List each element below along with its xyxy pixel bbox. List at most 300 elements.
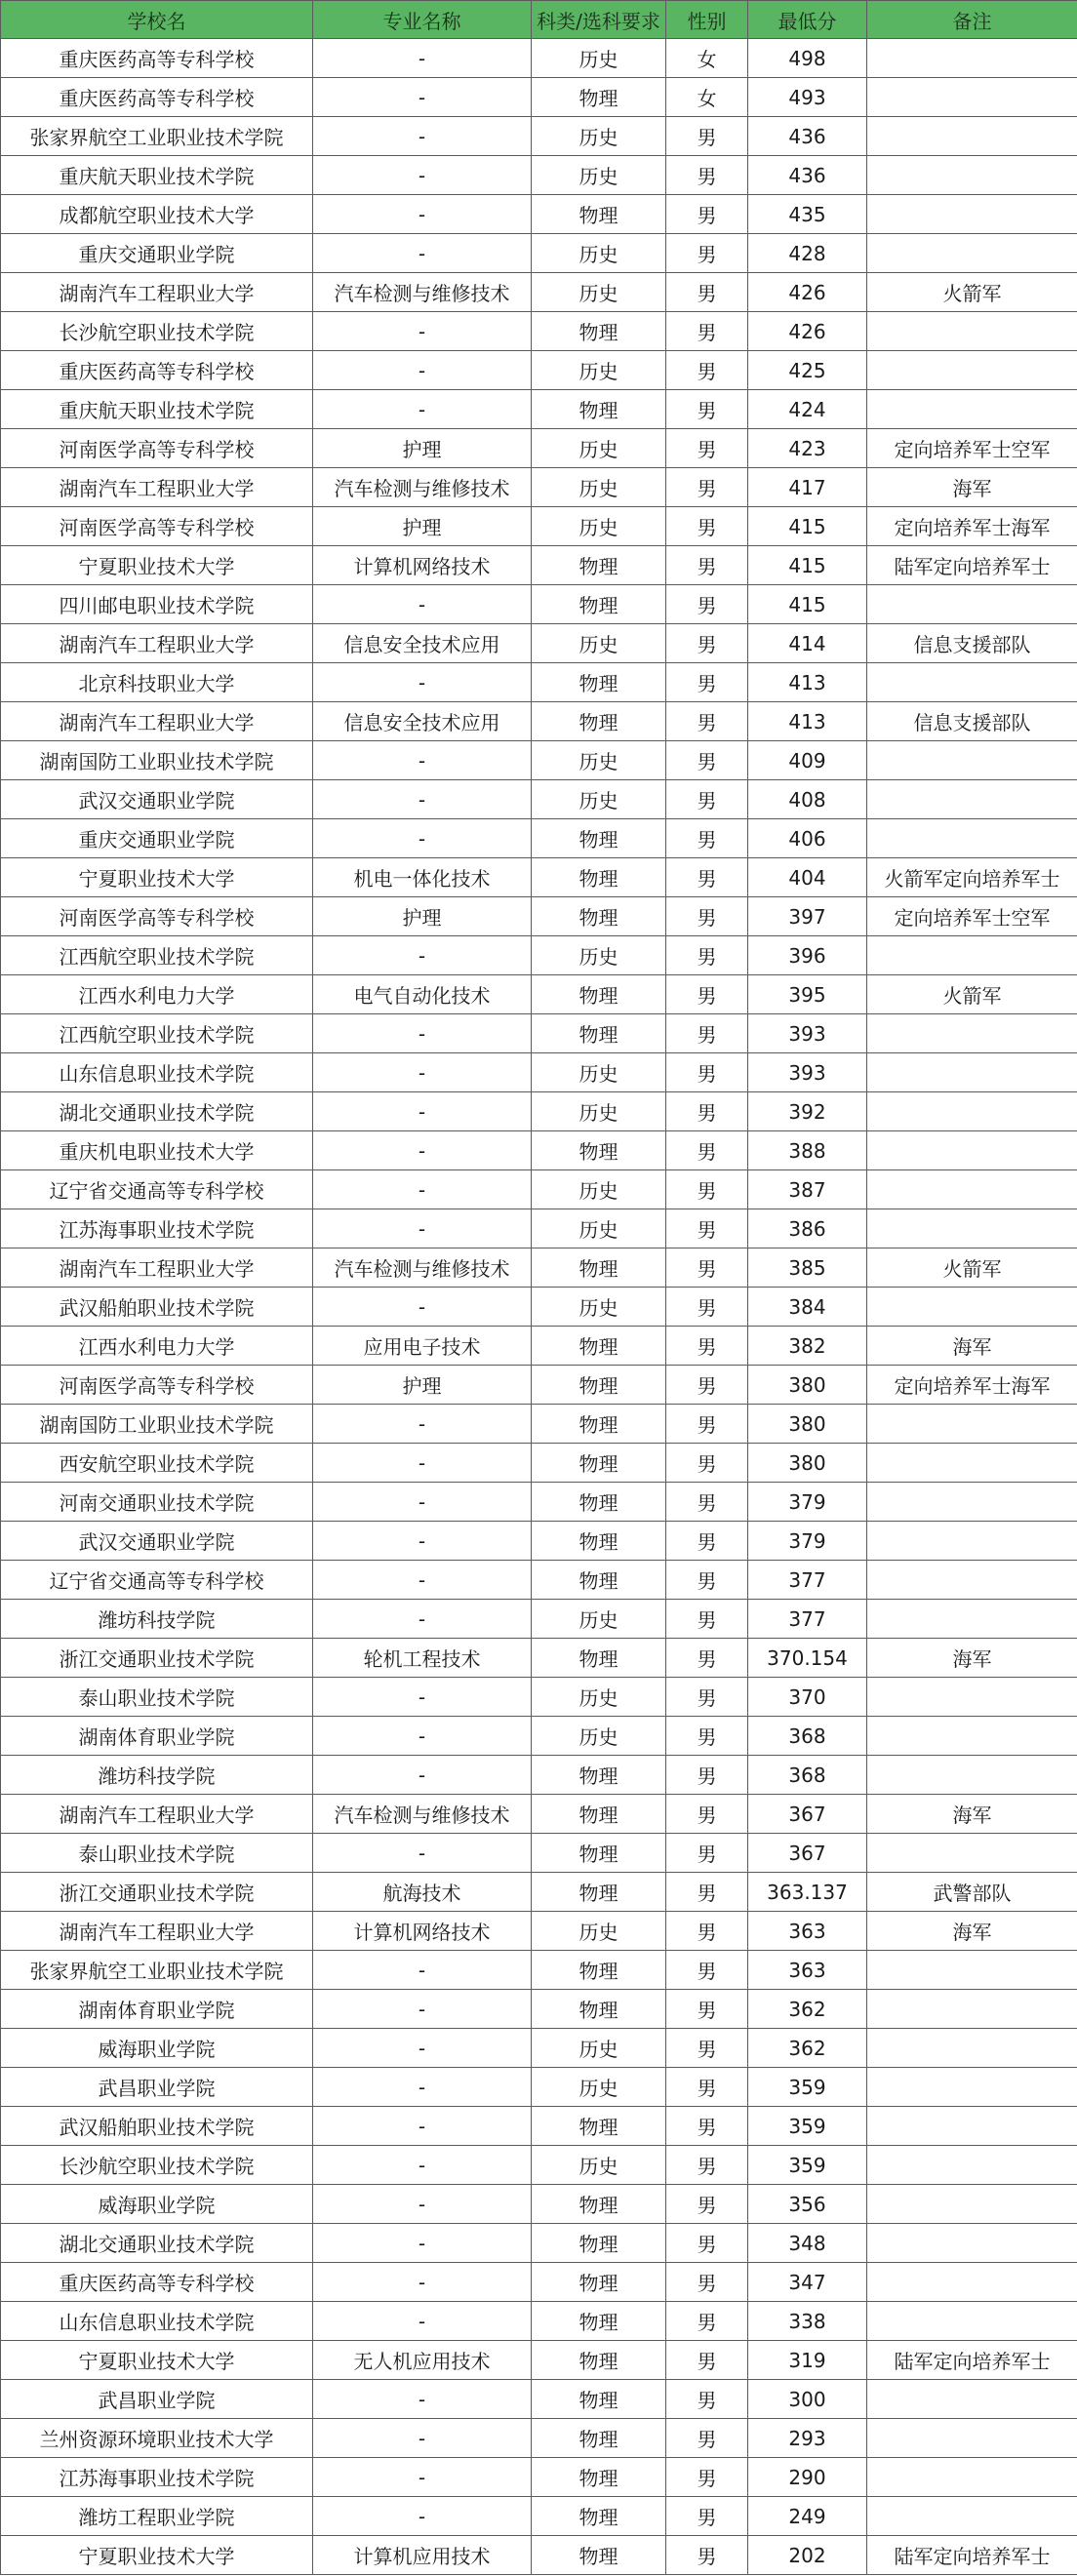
cell-min-score: 428 [748, 234, 867, 273]
cell-major: - [313, 78, 532, 117]
table-row [1, 1483, 1077, 1522]
table-row [1, 2458, 1077, 2497]
cell-min-score: 384 [748, 1288, 867, 1327]
cell-min-score: 413 [748, 663, 867, 702]
table-row [1, 1912, 1077, 1951]
cell-remark [867, 2107, 1077, 2146]
cell-min-score: 385 [748, 1248, 867, 1288]
cell-remark: 海军 [867, 1639, 1077, 1678]
table-row [1, 1248, 1077, 1288]
cell-min-score: 409 [748, 741, 867, 780]
cell-school: 湖南国防工业职业技术学院 [1, 1405, 313, 1444]
table-row [1, 2302, 1077, 2341]
cell-gender: 男 [666, 858, 748, 897]
cell-subject: 历史 [532, 1209, 666, 1248]
cell-subject: 物理 [532, 2341, 666, 2380]
cell-major: - [313, 1131, 532, 1170]
cell-remark [867, 234, 1077, 273]
cell-major: - [313, 312, 532, 351]
cell-school: 江西航空职业技术学院 [1, 936, 313, 975]
cell-remark [867, 2458, 1077, 2497]
cell-gender: 男 [666, 819, 748, 858]
cell-school: 张家界航空工业职业技术学院 [1, 117, 313, 156]
cell-major: 护理 [313, 507, 532, 546]
table-row [1, 1053, 1077, 1092]
cell-major: 汽车检测与维修技术 [313, 1248, 532, 1288]
cell-min-score: 290 [748, 2458, 867, 2497]
cell-school: 成都航空职业技术大学 [1, 195, 313, 234]
cell-school: 泰山职业技术学院 [1, 1678, 313, 1717]
cell-min-score: 404 [748, 858, 867, 897]
cell-min-score: 359 [748, 2068, 867, 2107]
cell-remark: 定向培养军士海军 [867, 1366, 1077, 1405]
table-row [1, 780, 1077, 819]
cell-school: 宁夏职业技术大学 [1, 2536, 313, 2575]
cell-subject: 历史 [532, 234, 666, 273]
table-row [1, 1209, 1077, 1248]
cell-remark [867, 936, 1077, 975]
cell-major: - [313, 1678, 532, 1717]
cell-school: 兰州资源环境职业技术大学 [1, 2419, 313, 2458]
cell-major: 护理 [313, 429, 532, 468]
cell-gender: 男 [666, 2536, 748, 2575]
cell-major: - [313, 2146, 532, 2185]
table-row [1, 312, 1077, 351]
cell-major: 应用电子技术 [313, 1327, 532, 1366]
cell-remark [867, 1990, 1077, 2029]
cell-gender: 男 [666, 1170, 748, 1209]
cell-min-score: 359 [748, 2107, 867, 2146]
cell-remark [867, 1951, 1077, 1990]
table-row [1, 1795, 1077, 1834]
cell-remark [867, 2146, 1077, 2185]
cell-subject: 物理 [532, 702, 666, 741]
cell-school: 湖南汽车工程职业大学 [1, 1912, 313, 1951]
cell-remark: 陆军定向培养军士 [867, 2341, 1077, 2380]
cell-school: 辽宁省交通高等专科学校 [1, 1170, 313, 1209]
table-row [1, 546, 1077, 585]
table-row [1, 1678, 1077, 1717]
cell-gender: 男 [666, 1522, 748, 1561]
cell-major: - [313, 1951, 532, 1990]
cell-remark [867, 2185, 1077, 2224]
cell-school: 湖南汽车工程职业大学 [1, 702, 313, 741]
table-row [1, 2185, 1077, 2224]
cell-school: 武汉船舶职业技术学院 [1, 1288, 313, 1327]
cell-school: 湖北交通职业技术学院 [1, 2224, 313, 2263]
cell-major: - [313, 1053, 532, 1092]
cell-gender: 男 [666, 2224, 748, 2263]
cell-remark [867, 1444, 1077, 1483]
cell-school: 江苏海事职业技术学院 [1, 1209, 313, 1248]
cell-remark [867, 1014, 1077, 1053]
cell-school: 湖南体育职业学院 [1, 1717, 313, 1756]
cell-subject: 物理 [532, 1561, 666, 1600]
cell-gender: 男 [666, 2185, 748, 2224]
cell-major: 护理 [313, 897, 532, 936]
cell-min-score: 363 [748, 1951, 867, 1990]
cell-remark [867, 1170, 1077, 1209]
cell-remark: 火箭军定向培养军士 [867, 858, 1077, 897]
cell-gender: 男 [666, 390, 748, 429]
cell-school: 辽宁省交通高等专科学校 [1, 1561, 313, 1600]
cell-min-score: 395 [748, 975, 867, 1014]
table-row [1, 351, 1077, 390]
cell-gender: 男 [666, 1092, 748, 1131]
cell-major: - [313, 2107, 532, 2146]
cell-min-score: 319 [748, 2341, 867, 2380]
cell-subject: 物理 [532, 2107, 666, 2146]
cell-major: - [313, 2224, 532, 2263]
cell-major: - [313, 2497, 532, 2536]
cell-school: 宁夏职业技术大学 [1, 546, 313, 585]
cell-gender: 男 [666, 975, 748, 1014]
cell-gender: 男 [666, 1405, 748, 1444]
cell-min-score: 415 [748, 546, 867, 585]
cell-subject: 物理 [532, 546, 666, 585]
cell-gender: 男 [666, 1912, 748, 1951]
cell-remark: 火箭军 [867, 975, 1077, 1014]
cell-remark [867, 2263, 1077, 2302]
cell-subject: 物理 [532, 1248, 666, 1288]
header-row [1, 1, 1077, 39]
cell-remark: 武警部队 [867, 1873, 1077, 1912]
table-row [1, 2497, 1077, 2536]
table-row [1, 936, 1077, 975]
cell-gender: 男 [666, 585, 748, 624]
cell-major: - [313, 819, 532, 858]
cell-subject: 物理 [532, 2497, 666, 2536]
table-row [1, 39, 1077, 78]
cell-school: 重庆机电职业技术大学 [1, 1131, 313, 1170]
cell-major: - [313, 2380, 532, 2419]
cell-major: - [313, 1756, 532, 1795]
cell-subject: 物理 [532, 2419, 666, 2458]
cell-major: - [313, 1405, 532, 1444]
cell-subject: 历史 [532, 1288, 666, 1327]
cell-subject: 物理 [532, 1990, 666, 2029]
cell-major: - [313, 585, 532, 624]
cell-school: 武汉交通职业学院 [1, 1522, 313, 1561]
cell-major: 无人机应用技术 [313, 2341, 532, 2380]
cell-subject: 物理 [532, 1366, 666, 1405]
table-row [1, 273, 1077, 312]
cell-school: 湖南国防工业职业技术学院 [1, 741, 313, 780]
cell-major: - [313, 1444, 532, 1483]
cell-subject: 历史 [532, 1678, 666, 1717]
cell-subject: 物理 [532, 1131, 666, 1170]
cell-gender: 男 [666, 2107, 748, 2146]
cell-min-score: 426 [748, 273, 867, 312]
cell-remark [867, 1561, 1077, 1600]
cell-major: - [313, 351, 532, 390]
cell-remark [867, 1834, 1077, 1873]
cell-subject: 历史 [532, 741, 666, 780]
cell-min-score: 363.137 [748, 1873, 867, 1912]
cell-gender: 男 [666, 741, 748, 780]
cell-major: 信息安全技术应用 [313, 702, 532, 741]
table-row [1, 1444, 1077, 1483]
cell-remark [867, 1131, 1077, 1170]
cell-remark [867, 1522, 1077, 1561]
cell-remark [867, 1600, 1077, 1639]
cell-remark: 定向培养军士海军 [867, 507, 1077, 546]
table-row [1, 585, 1077, 624]
cell-gender: 男 [666, 429, 748, 468]
cell-remark [867, 1717, 1077, 1756]
cell-gender: 男 [666, 234, 748, 273]
cell-remark [867, 819, 1077, 858]
cell-remark [867, 1053, 1077, 1092]
cell-remark [867, 1288, 1077, 1327]
cell-subject: 历史 [532, 1912, 666, 1951]
cell-major: 计算机应用技术 [313, 2536, 532, 2575]
cell-min-score: 293 [748, 2419, 867, 2458]
cell-school: 山东信息职业技术学院 [1, 1053, 313, 1092]
cell-school: 重庆交通职业学院 [1, 234, 313, 273]
cell-subject: 物理 [532, 2185, 666, 2224]
cell-remark: 定向培养军士空军 [867, 429, 1077, 468]
cell-min-score: 367 [748, 1834, 867, 1873]
table-row [1, 975, 1077, 1014]
cell-gender: 男 [666, 624, 748, 663]
cell-remark [867, 351, 1077, 390]
cell-subject: 历史 [532, 429, 666, 468]
table-row [1, 2224, 1077, 2263]
cell-gender: 男 [666, 351, 748, 390]
cell-min-score: 370.154 [748, 1639, 867, 1678]
cell-min-score: 380 [748, 1405, 867, 1444]
cell-major: - [313, 2263, 532, 2302]
cell-remark [867, 663, 1077, 702]
cell-subject: 历史 [532, 156, 666, 195]
cell-remark [867, 1092, 1077, 1131]
cell-min-score: 380 [748, 1444, 867, 1483]
table-row [1, 1717, 1077, 1756]
table-row [1, 429, 1077, 468]
cell-remark [867, 741, 1077, 780]
cell-major: - [313, 1288, 532, 1327]
cell-major: - [313, 234, 532, 273]
cell-school: 长沙航空职业技术学院 [1, 2146, 313, 2185]
cell-major: - [313, 1990, 532, 2029]
cell-remark [867, 1483, 1077, 1522]
cell-min-score: 388 [748, 1131, 867, 1170]
header-gender: 性别 [666, 1, 748, 39]
cell-gender: 男 [666, 2146, 748, 2185]
table-row [1, 2146, 1077, 2185]
cell-major: 计算机网络技术 [313, 546, 532, 585]
cell-school: 重庆医药高等专科学校 [1, 351, 313, 390]
table-row [1, 2029, 1077, 2068]
cell-min-score: 356 [748, 2185, 867, 2224]
cell-min-score: 396 [748, 936, 867, 975]
cell-subject: 物理 [532, 1014, 666, 1053]
cell-remark [867, 78, 1077, 117]
cell-subject: 历史 [532, 1600, 666, 1639]
cell-gender: 男 [666, 936, 748, 975]
cell-subject: 物理 [532, 1873, 666, 1912]
cell-school: 浙江交通职业技术学院 [1, 1639, 313, 1678]
cell-gender: 男 [666, 1288, 748, 1327]
cell-school: 江西水利电力大学 [1, 975, 313, 1014]
table-row [1, 624, 1077, 663]
cell-min-score: 377 [748, 1561, 867, 1600]
table-row [1, 1834, 1077, 1873]
table-row [1, 858, 1077, 897]
cell-subject: 物理 [532, 2302, 666, 2341]
table-body [1, 39, 1077, 2575]
cell-min-score: 498 [748, 39, 867, 78]
cell-remark: 定向培养军士空军 [867, 897, 1077, 936]
cell-gender: 男 [666, 897, 748, 936]
cell-major: - [313, 2029, 532, 2068]
cell-subject: 历史 [532, 507, 666, 546]
cell-subject: 历史 [532, 2068, 666, 2107]
cell-major: - [313, 780, 532, 819]
cell-subject: 历史 [532, 1717, 666, 1756]
cell-gender: 男 [666, 1639, 748, 1678]
cell-min-score: 436 [748, 156, 867, 195]
cell-gender: 男 [666, 1209, 748, 1248]
cell-major: - [313, 1209, 532, 1248]
cell-remark [867, 585, 1077, 624]
table-row [1, 1014, 1077, 1053]
table-row [1, 507, 1077, 546]
header-subject: 科类/选科要求 [532, 1, 666, 39]
cell-school: 武汉交通职业学院 [1, 780, 313, 819]
cell-remark [867, 39, 1077, 78]
cell-gender: 男 [666, 1600, 748, 1639]
cell-subject: 物理 [532, 1483, 666, 1522]
cell-min-score: 338 [748, 2302, 867, 2341]
cell-min-score: 393 [748, 1014, 867, 1053]
cell-gender: 男 [666, 468, 748, 507]
header-major: 专业名称 [313, 1, 532, 39]
table-row [1, 390, 1077, 429]
cell-min-score: 379 [748, 1483, 867, 1522]
cell-school: 湖南汽车工程职业大学 [1, 1248, 313, 1288]
cell-subject: 物理 [532, 2263, 666, 2302]
cell-subject: 物理 [532, 1522, 666, 1561]
cell-remark [867, 780, 1077, 819]
cell-gender: 男 [666, 1366, 748, 1405]
table-row [1, 897, 1077, 936]
cell-major: - [313, 1522, 532, 1561]
cell-major: - [313, 741, 532, 780]
cell-major: - [313, 2302, 532, 2341]
cell-school: 长沙航空职业技术学院 [1, 312, 313, 351]
table-row [1, 2068, 1077, 2107]
table-row [1, 1405, 1077, 1444]
cell-school: 威海职业学院 [1, 2185, 313, 2224]
cell-major: - [313, 1834, 532, 1873]
header-school: 学校名 [1, 1, 313, 39]
cell-gender: 男 [666, 2458, 748, 2497]
cell-subject: 物理 [532, 975, 666, 1014]
cell-school: 宁夏职业技术大学 [1, 2341, 313, 2380]
cell-gender: 男 [666, 1873, 748, 1912]
cell-major: - [313, 195, 532, 234]
cell-school: 江西航空职业技术学院 [1, 1014, 313, 1053]
cell-remark [867, 1678, 1077, 1717]
table-row [1, 1951, 1077, 1990]
cell-major: 护理 [313, 1366, 532, 1405]
cell-major: - [313, 39, 532, 78]
cell-subject: 历史 [532, 1170, 666, 1209]
cell-school: 湖南汽车工程职业大学 [1, 624, 313, 663]
cell-school: 湖北交通职业技术学院 [1, 1092, 313, 1131]
cell-subject: 物理 [532, 2536, 666, 2575]
cell-remark [867, 1209, 1077, 1248]
table-row [1, 195, 1077, 234]
cell-gender: 男 [666, 2302, 748, 2341]
cell-school: 河南交通职业技术学院 [1, 1483, 313, 1522]
cell-min-score: 425 [748, 351, 867, 390]
header-remark: 备注 [867, 1, 1077, 39]
cell-school: 潍坊科技学院 [1, 1600, 313, 1639]
cell-subject: 历史 [532, 624, 666, 663]
cell-min-score: 367 [748, 1795, 867, 1834]
cell-min-score: 414 [748, 624, 867, 663]
cell-subject: 物理 [532, 585, 666, 624]
cell-subject: 物理 [532, 1834, 666, 1873]
cell-min-score: 362 [748, 2029, 867, 2068]
cell-gender: 男 [666, 2497, 748, 2536]
cell-school: 河南医学高等专科学校 [1, 507, 313, 546]
cell-remark: 火箭军 [867, 1248, 1077, 1288]
cell-min-score: 435 [748, 195, 867, 234]
cell-gender: 男 [666, 312, 748, 351]
cell-school: 西安航空职业技术学院 [1, 1444, 313, 1483]
cell-remark [867, 2302, 1077, 2341]
cell-subject: 历史 [532, 117, 666, 156]
cell-remark [867, 1405, 1077, 1444]
cell-min-score: 380 [748, 1366, 867, 1405]
table-row [1, 78, 1077, 117]
cell-subject: 物理 [532, 1756, 666, 1795]
cell-remark: 信息支援部队 [867, 702, 1077, 741]
table-row [1, 1600, 1077, 1639]
cell-remark: 海军 [867, 1912, 1077, 1951]
cell-major: - [313, 1483, 532, 1522]
cell-gender: 男 [666, 1561, 748, 1600]
table-row [1, 663, 1077, 702]
table-row [1, 1366, 1077, 1405]
cell-gender: 男 [666, 1990, 748, 2029]
cell-subject: 历史 [532, 351, 666, 390]
cell-subject: 物理 [532, 195, 666, 234]
cell-gender: 男 [666, 1444, 748, 1483]
table-row [1, 468, 1077, 507]
cell-school: 重庆医药高等专科学校 [1, 78, 313, 117]
cell-subject: 历史 [532, 936, 666, 975]
cell-major: - [313, 117, 532, 156]
cell-school: 湖南汽车工程职业大学 [1, 273, 313, 312]
cell-subject: 物理 [532, 1795, 666, 1834]
cell-min-score: 359 [748, 2146, 867, 2185]
cell-subject: 物理 [532, 2224, 666, 2263]
cell-remark [867, 1756, 1077, 1795]
cell-subject: 物理 [532, 312, 666, 351]
cell-major: 电气自动化技术 [313, 975, 532, 1014]
cell-min-score: 362 [748, 1990, 867, 2029]
table-row [1, 741, 1077, 780]
cell-subject: 物理 [532, 819, 666, 858]
cell-gender: 男 [666, 2029, 748, 2068]
cell-major: 信息安全技术应用 [313, 624, 532, 663]
cell-remark [867, 156, 1077, 195]
